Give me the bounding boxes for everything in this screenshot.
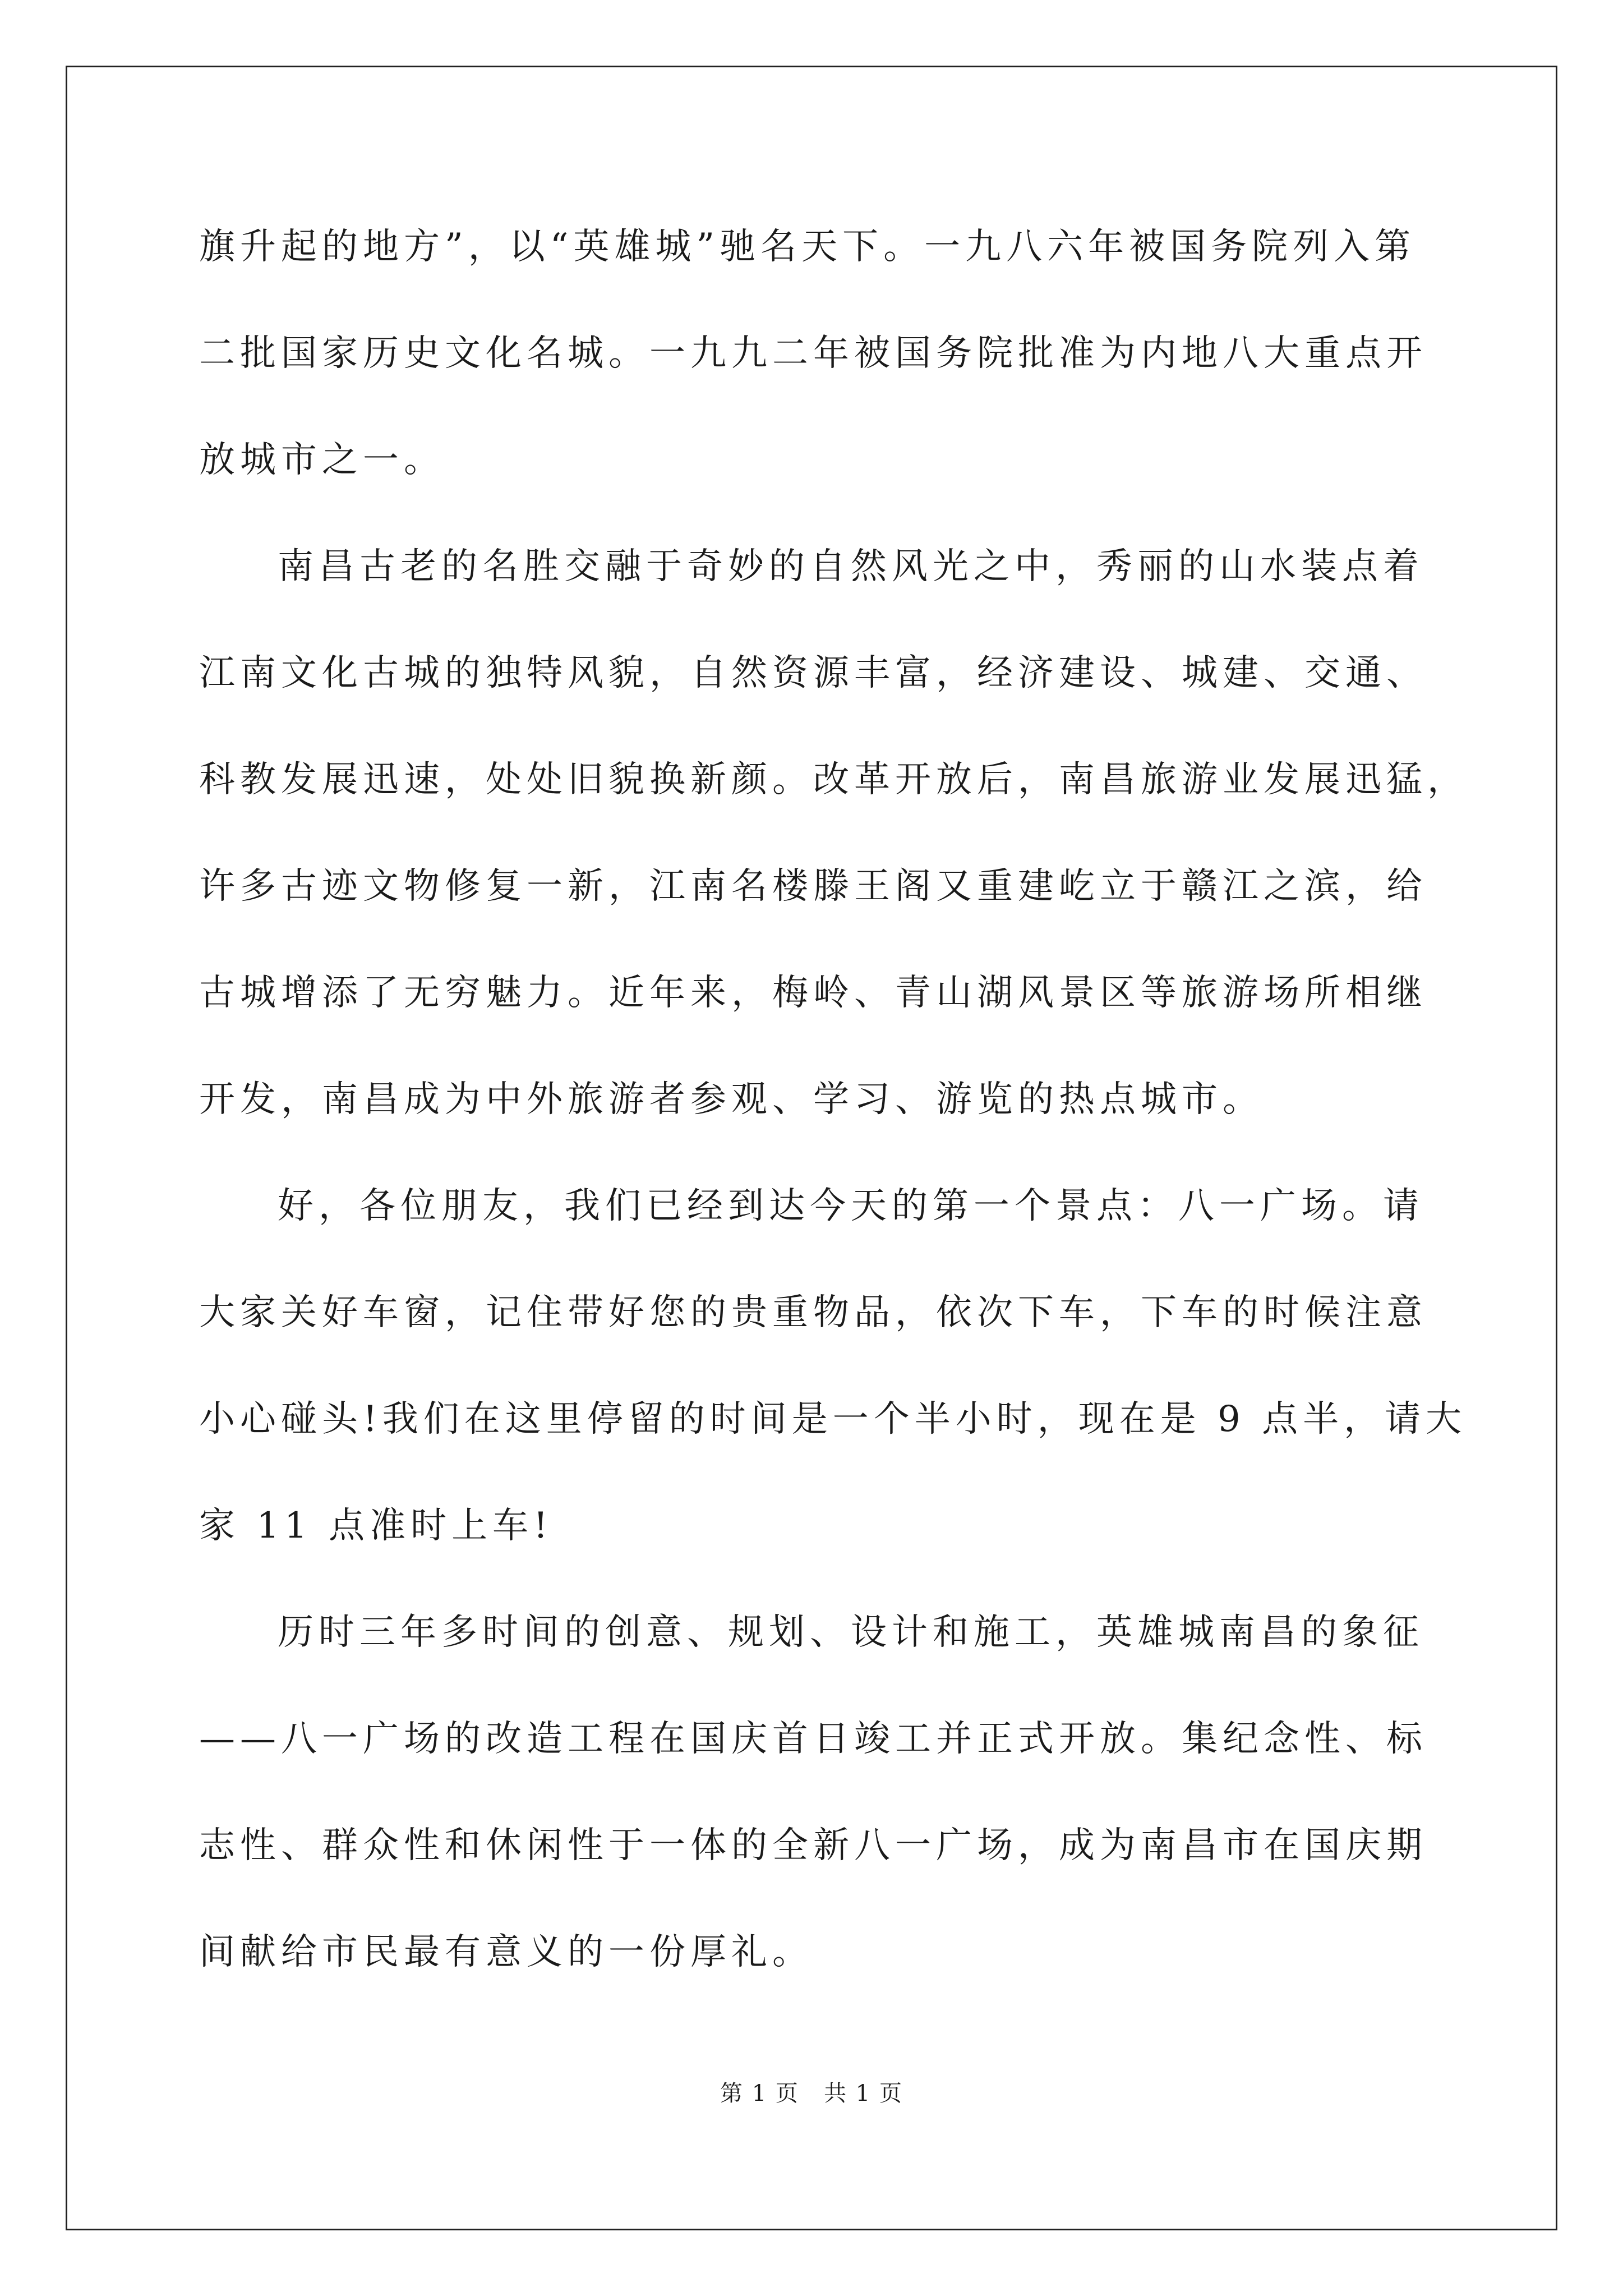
text-line: 二批国家历史文化名城。一九九二年被国务院批准为内地八大重点开 [199,333,1427,374]
paragraph [199,1602,1427,2028]
text-line: ——八一广场的改造工程在国庆首日竣工并正式开放。集纪念性、标 [199,1718,1427,1760]
paragraph [199,536,1468,1175]
text-line: 大家关好车窗，记住带好您的贵重物品，依次下车，下车的时候注意 [199,1292,1427,1333]
page-number-footer: 第 1 页 共 1 页 [720,2081,903,2106]
paragraph [199,216,1427,536]
text-line: 许多古迹文物修复一新，江南名楼滕王阁又重建屹立于赣江之滨，给 [199,866,1427,907]
text-line: 小心碰头!我们在这里停留的时间是一个半小时，现在是 9 点半，请大 [199,1398,1467,1440]
text-line: 放城市之一。 [199,439,445,481]
text-line: 历时三年多时间的创意、规划、设计和施工，英雄城南昌的象征 [278,1612,1424,1653]
text-line: 家 11 点准时上车! [199,1505,553,1547]
text-line: 古城增添了无穷魅力。近年来，梅岭、青山湖风景区等旅游场所相继 [199,972,1427,1014]
text-line: 开发，南昌成为中外旅游者参观、学习、游览的热点城市。 [199,1079,1264,1120]
text-line: 江南文化古城的独特风貌，自然资源丰富，经济建设、城建、交通、 [199,652,1427,694]
text-line: 志性、群众性和休闲性于一体的全新八一广场，成为南昌市在国庆期 [199,1825,1427,1866]
text-line: 旗升起的地方”，以“英雄城”驰名天下。一九八六年被国务院列入第 [199,226,1416,268]
text-line: 间献给市民最有意义的一份厚礼。 [199,1931,813,1973]
document-body [199,216,1468,2028]
paragraph [199,1175,1467,1602]
text-line: 科教发展迅速，处处旧貌换新颜。改革开放后，南昌旅游业发展迅猛， [199,759,1468,800]
text-line: 南昌古老的名胜交融于奇妙的自然风光之中，秀丽的山水装点着 [278,546,1424,587]
text-line: 好，各位朋友，我们已经到达今天的第一个景点：八一广场。请 [278,1185,1424,1227]
